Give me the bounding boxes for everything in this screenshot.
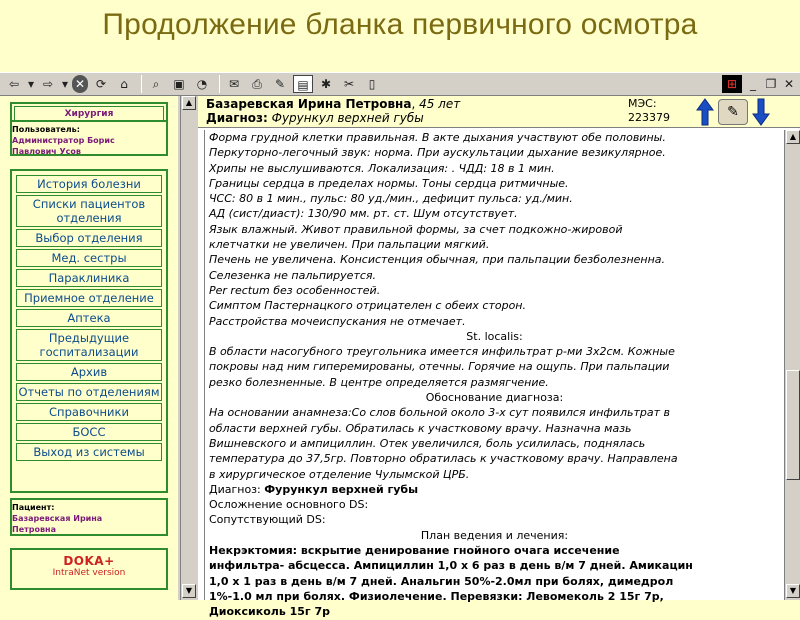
text-line: План ведения и лечения: [420,528,569,542]
text-line: резко болезненные. В центре определяется размягчение. [209,375,549,389]
user-label: Пользователь: [12,125,80,134]
text-line: Форма грудной клетки правильная. В акте дыхания участвуют обе половины. [209,131,666,144]
text-line: инфильтра- абсцесса. Ампициллин 1,0 х 6 раз в день в/м 7 дней. Амикацин [209,559,693,573]
text-line: Некрэктомия: вскрытие денирование гнойного очага иссечение [209,544,620,558]
text-line: Хрипы не выслушиваются. Локализация: . ЧДД: 18 в 1 мин. [209,161,555,175]
browser-content [0,96,800,619]
menu-item-previous-hospitalizations[interactable]: Предыдущие госпитализации [16,329,162,361]
close-icon[interactable]: ✕ [783,77,795,91]
patient-age: 45 лет [419,97,461,111]
menu-item-select-department[interactable]: Выбор отделения [16,229,162,247]
text-line: в хирургическое отделение Чулымской ЦРБ. [209,467,470,481]
menu-item-pharmacy[interactable]: Аптека [16,309,162,327]
patient-header-name: Базаревская Ирина Петровна, 45 лет [206,97,461,111]
history-icon[interactable]: ◔ [196,77,208,91]
main-content [198,96,800,619]
slide-title: Продолжение бланка первичного осмотра [102,8,698,41]
patient-box [10,498,168,536]
windows-logo-icon: ⊞ [722,75,742,93]
sidebar [0,96,178,600]
sidebar-scrollbar[interactable] [180,96,196,600]
text-line: 1%-1.0 мл при болях. Физиолечение. Перевязки: Левомеколь 2 15г 7р, [209,589,664,603]
text-line: Перкуторно-легочный звук: норма. При аускультации дыхание везикулярное. [209,146,666,160]
print-icon[interactable]: ⎙ [252,77,262,91]
text-line: Печень не увеличена. Консистенция обычная, при пальпации безболезненна. [209,253,666,267]
toolbar-separator [219,75,220,93]
text-line: температура до 37,5гр. Повторно обратилась к участковому врачу. Направлена [209,452,678,466]
brand-subtitle: IntraNet version [52,568,126,578]
patient-label: Пациент: [12,503,55,512]
menu-item-logout[interactable]: Выход из системы [16,443,162,461]
patient-header-diagnosis [206,111,424,125]
favorites-icon[interactable]: ▣ [173,77,185,91]
text-line: Расстройства мочеиспускания не отмечает. [209,314,466,328]
text-scrollbar[interactable] [784,130,800,600]
stop-icon[interactable]: ✕ [72,75,88,93]
forward-icon[interactable]: ⇨ [42,77,54,91]
user-box [10,120,168,156]
refresh-icon[interactable]: ⟳ [95,77,107,91]
mes-block [628,97,670,125]
text-line: области верхней губы. Обратилась к участковому врачу. Назначна мазь [209,421,632,435]
header-icons [696,98,770,126]
discuss-icon[interactable]: ▤ [293,75,313,93]
diagnosis-field-value: Фурункул верхней губы [264,482,419,496]
text-line: St. localis: [466,329,523,343]
patient-header [198,96,800,128]
dropdown-icon[interactable]: ▾ [27,77,35,91]
text-line: Симптом Пастернацкого отрицателен с обеих сторон. [209,299,526,313]
text-line: В области насогубного треугольника имеется инфильтрат р-ми 3х2см. Кожные [209,345,675,359]
text-line: Язык влажный. Живот правильной формы, за счет подкожно-жировой [209,222,623,236]
text-line: 1,0 х 1 раз в день в/м 7 дней. Анальгин 50%-2.0мл при болях, димедрол [209,574,674,588]
examination-text [204,130,780,619]
arrow-down-icon[interactable] [752,98,770,126]
book-icon[interactable]: ✎ [718,99,748,125]
department-box [10,102,168,122]
back-icon[interactable]: ⇦ [8,77,20,91]
patient-name: Базаревская Ирина [12,514,103,523]
main-menu [10,169,168,493]
text-line: покровы над ним гиперемированы, отечны. Горячие на ощупь. При пальпации [209,360,670,374]
patient-fullname: Базаревская Ирина Петровна [206,97,412,111]
restore-icon[interactable]: ❐ [765,77,777,91]
messenger-icon[interactable]: ✱ [320,77,332,91]
text-line: клетчатки не увеличен. При пальпации мягкий. [209,238,490,252]
department-label: Хирургия [14,106,164,122]
diagnosis-label: Диагноз: [206,111,268,125]
mes-value: 223379 [628,111,670,124]
diagnosis-value: Фурункул верхней губы [271,111,424,125]
text-line: Вишневского и ампициллин. Отек увеличился, боль усилилась, поднялась [209,436,646,450]
text-line: Селезенка не пальпируется. [209,268,377,282]
text-line: Обоснование диагноза: [425,391,564,405]
menu-item-admission[interactable]: Приемное отделение [16,289,162,307]
brand-logo: DOKA+ [63,554,115,568]
arrow-up-icon[interactable] [696,98,714,126]
mail-icon[interactable]: ✉ [228,77,240,91]
minimize-icon[interactable]: _ [750,77,756,91]
scroll-up-icon[interactable]: ▲ [182,96,196,110]
search-icon[interactable]: ⌕ [152,77,160,91]
text-line: Per rectum без особенностей. [209,283,381,297]
patient-name: Петровна [12,525,56,534]
scroll-down-icon[interactable]: ▼ [182,584,196,598]
text-line: Осложнение основного DS: [209,498,369,512]
text-line: Диоксиколь 15г 7р [209,605,331,619]
menu-item-archive[interactable]: Архив [16,363,162,381]
text-line: На основании анамнеза:Со слов больной около 3-х сут появился инфильтрат в [209,406,671,420]
menu-item-directories[interactable]: Справочники [16,403,162,421]
menu-item-boss[interactable]: БОСС [16,423,162,441]
diagnosis-field-label: Диагноз: [209,482,265,496]
mes-label: МЭС: [628,97,657,110]
menu-item-department-reports[interactable]: Отчеты по отделениям [16,383,162,401]
text-line: Сопутствующий DS: [209,513,326,527]
text-line [209,482,780,497]
browser-toolbar [0,72,800,96]
text-line: ЧСС: 80 в 1 мин., пульс: 80 уд./мин., дефицит пульса: уд./мин. [209,192,573,206]
user-name: Павлович Усов [12,147,81,156]
user-name: Администратор Борис [12,136,115,145]
scroll-up-icon[interactable]: ▲ [786,130,800,144]
menu-item-history[interactable]: История болезни [16,175,162,193]
text-line: Границы сердца в пределах нормы. Тоны сердца ритмичные. [209,176,569,190]
menu-item-nurses[interactable]: Мед. сестры [16,249,162,267]
cut-icon[interactable]: ✂ [343,77,355,91]
menu-item-patient-lists[interactable]: Списки пациентов отделения [16,195,162,227]
edit-icon[interactable]: ✎ [274,77,286,91]
menu-item-paraclinic[interactable]: Параклиника [16,269,162,287]
dropdown-icon[interactable]: ▾ [61,77,69,91]
text-line: АД (сист/диаст): 130/90 мм. рт. ст. Шум отсутствует. [209,207,518,221]
brand-box [10,548,168,590]
clipboard-icon[interactable]: ▯ [368,77,376,91]
home-icon[interactable]: ⌂ [120,77,128,91]
scroll-thumb[interactable] [786,370,800,480]
toolbar-separator [141,75,142,93]
scroll-down-icon[interactable]: ▼ [786,584,800,598]
